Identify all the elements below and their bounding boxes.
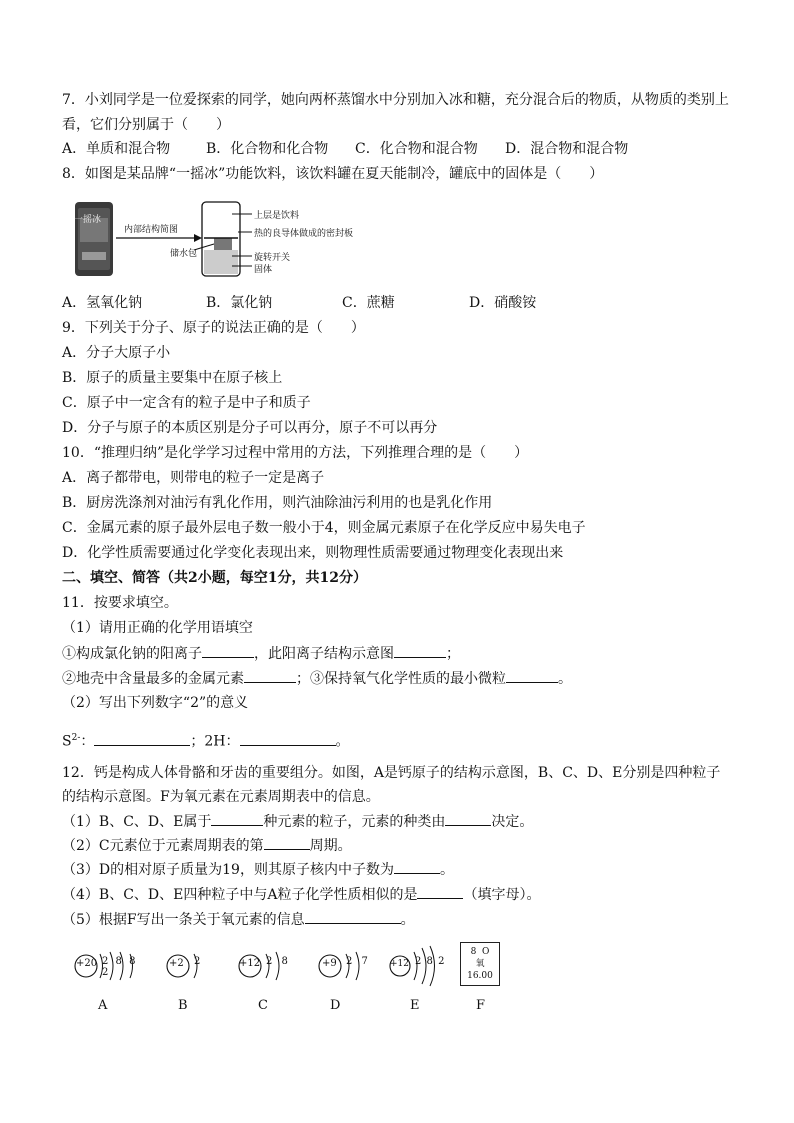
diagram-label-4: 固体 [254, 265, 273, 275]
drink-can-diagram [72, 198, 412, 282]
answer-blank[interactable] [94, 731, 190, 746]
answer-blank[interactable] [211, 811, 263, 826]
answer-blank[interactable] [240, 731, 336, 746]
answer-blank[interactable] [305, 909, 401, 924]
answer-blank[interactable] [417, 884, 463, 899]
answer-blank[interactable] [394, 643, 446, 658]
answer-blank[interactable] [202, 643, 254, 658]
q9-option-a: A．分子大原子小 [62, 345, 171, 361]
q8-stem: 8．如图是某品牌“一摇冰”功能饮料，该饮料罐在夏天能制冷，罐底中的固体是（ ） [62, 166, 604, 182]
arrow-label: 内部结构简图 [124, 225, 179, 235]
diagram-label-3: 旋转开关 [254, 253, 291, 263]
figure-label-c: C [258, 998, 268, 1013]
q8-option-a: A．氢氧化钠 [62, 295, 143, 311]
atom-diagram-a: +20 2 8 8 2 [68, 944, 148, 990]
q8-option-d: D．硝酸铵 [469, 295, 537, 311]
q8-figure [72, 198, 412, 282]
q12-stem-line1: 12．钙是构成人体骨骼和牙齿的重要组分。如图，A是钙原子的结构示意图，B、C、D、E分别是四种粒子 [62, 765, 721, 781]
q11-part2: （2）写出下列数字“2”的意义 [62, 695, 249, 711]
q10-option-c: C．金属元素的原子最外层电子数一般小于4，则金属元素原子在化学反应中易失电子 [62, 520, 586, 536]
q11-part2-line: $S^{2-}$： ；2H： 。 [62, 728, 350, 752]
answer-blank[interactable] [506, 668, 558, 683]
q12-part4: （4）B、C、D、E四种粒子中与A粒子化学性质相似的是 （填字母）。 [62, 884, 540, 905]
section-heading: 二、填空、简答（共2小题，每空1分，共12分） [62, 570, 367, 586]
q8-option-c: C．蔗糖 [342, 295, 395, 311]
q10-option-a: A．离子都带电，则带电的粒子一定是离子 [62, 470, 325, 486]
q11-stem: 11．按要求填空。 [62, 595, 178, 611]
q12-part3: （3）D的相对原子质量为19，则其原子核内中子数为 。 [62, 859, 454, 880]
answer-blank[interactable] [244, 668, 296, 683]
q10-option-d: D．化学性质需要通过化学变化表现出来，则物理性质需要通过物理变化表现出来 [62, 545, 564, 561]
q12-part2: （2）C元素位于元素周期表的第 周期。 [62, 835, 352, 856]
can-brand-label: 一摇冰 [74, 215, 102, 225]
figure-label-b: B [178, 998, 188, 1013]
periodic-tile-oxygen: 8 O 氧 16.00 [460, 942, 500, 986]
q11-part1: （1）请用正确的化学用语填空 [62, 620, 253, 636]
answer-blank[interactable] [394, 859, 440, 874]
q9-option-b: B．原子的质量主要集中在原子核上 [62, 370, 283, 386]
q11-part1-b: ②地壳中含量最多的金属元素 ；③保持氧气化学性质的最小微粒 。 [62, 668, 572, 689]
answer-blank[interactable] [264, 835, 310, 850]
diagram-label-1: 上层是饮料 [254, 211, 300, 221]
q9-option-c: C．原子中一定含有的粒子是中子和质子 [62, 395, 311, 411]
atom-diagram-c: +12 2 8 [232, 944, 302, 990]
q9-option-d: D．分子与原子的本质区别是分子可以再分，原子不可以再分 [62, 420, 438, 436]
q7-option-a: A．单质和混合物 [62, 141, 171, 157]
q10-stem: 10．“推理归纳”是化学学习过程中常用的方法，下列推理合理的是（ ） [62, 445, 529, 461]
q10-option-b: B．厨房洗涤剂对油污有乳化作用，则汽油除油污利用的也是乳化作用 [62, 495, 493, 511]
q9-stem: 9．下列关于分子、原子的说法正确的是（ ） [62, 320, 365, 336]
q12-stem-line2: 的结构示意图。F为氧元素在元素周期表中的信息。 [62, 789, 380, 805]
q7-stem-line2: 看，它们分别属于（ ） [62, 117, 230, 133]
answer-blank[interactable] [445, 811, 491, 826]
q8-option-b: B．氯化钠 [206, 295, 273, 311]
figure-label-a: A [98, 998, 108, 1013]
diagram-label-2: 热的良导体做成的密封板 [254, 229, 354, 239]
q7-stem-line1: 7．小刘同学是一位爱探索的同学，她向两杯蒸馏水中分别加入冰和糖，充分混合后的物质，从物质的类别上 [62, 92, 729, 108]
q11-part1-a: ①构成氯化钠的阳离子 ，此阳离子结构示意图 ； [62, 643, 460, 664]
figure-label-d: D [330, 998, 341, 1013]
atom-diagram-b: +2 2 [160, 944, 220, 990]
figure-label-e: E [410, 998, 420, 1013]
q7-option-d: D．混合物和混合物 [505, 141, 629, 157]
q12-part1: （1）B、C、D、E属于 种元素的粒子，元素的种类由 决定。 [62, 811, 533, 832]
q7-option-c: C．化合物和混合物 [355, 141, 478, 157]
q7-option-b: B．化合物和化合物 [206, 141, 329, 157]
water-bag-label: 储水包 [170, 249, 198, 259]
atom-diagram-e: +12 2 8 2 [386, 940, 456, 992]
q12-part5: （5）根据F写出一条关于氧元素的信息 。 [62, 909, 415, 930]
atom-diagram-d: +9 2 7 [312, 944, 382, 990]
figure-label-f: F [476, 998, 486, 1013]
